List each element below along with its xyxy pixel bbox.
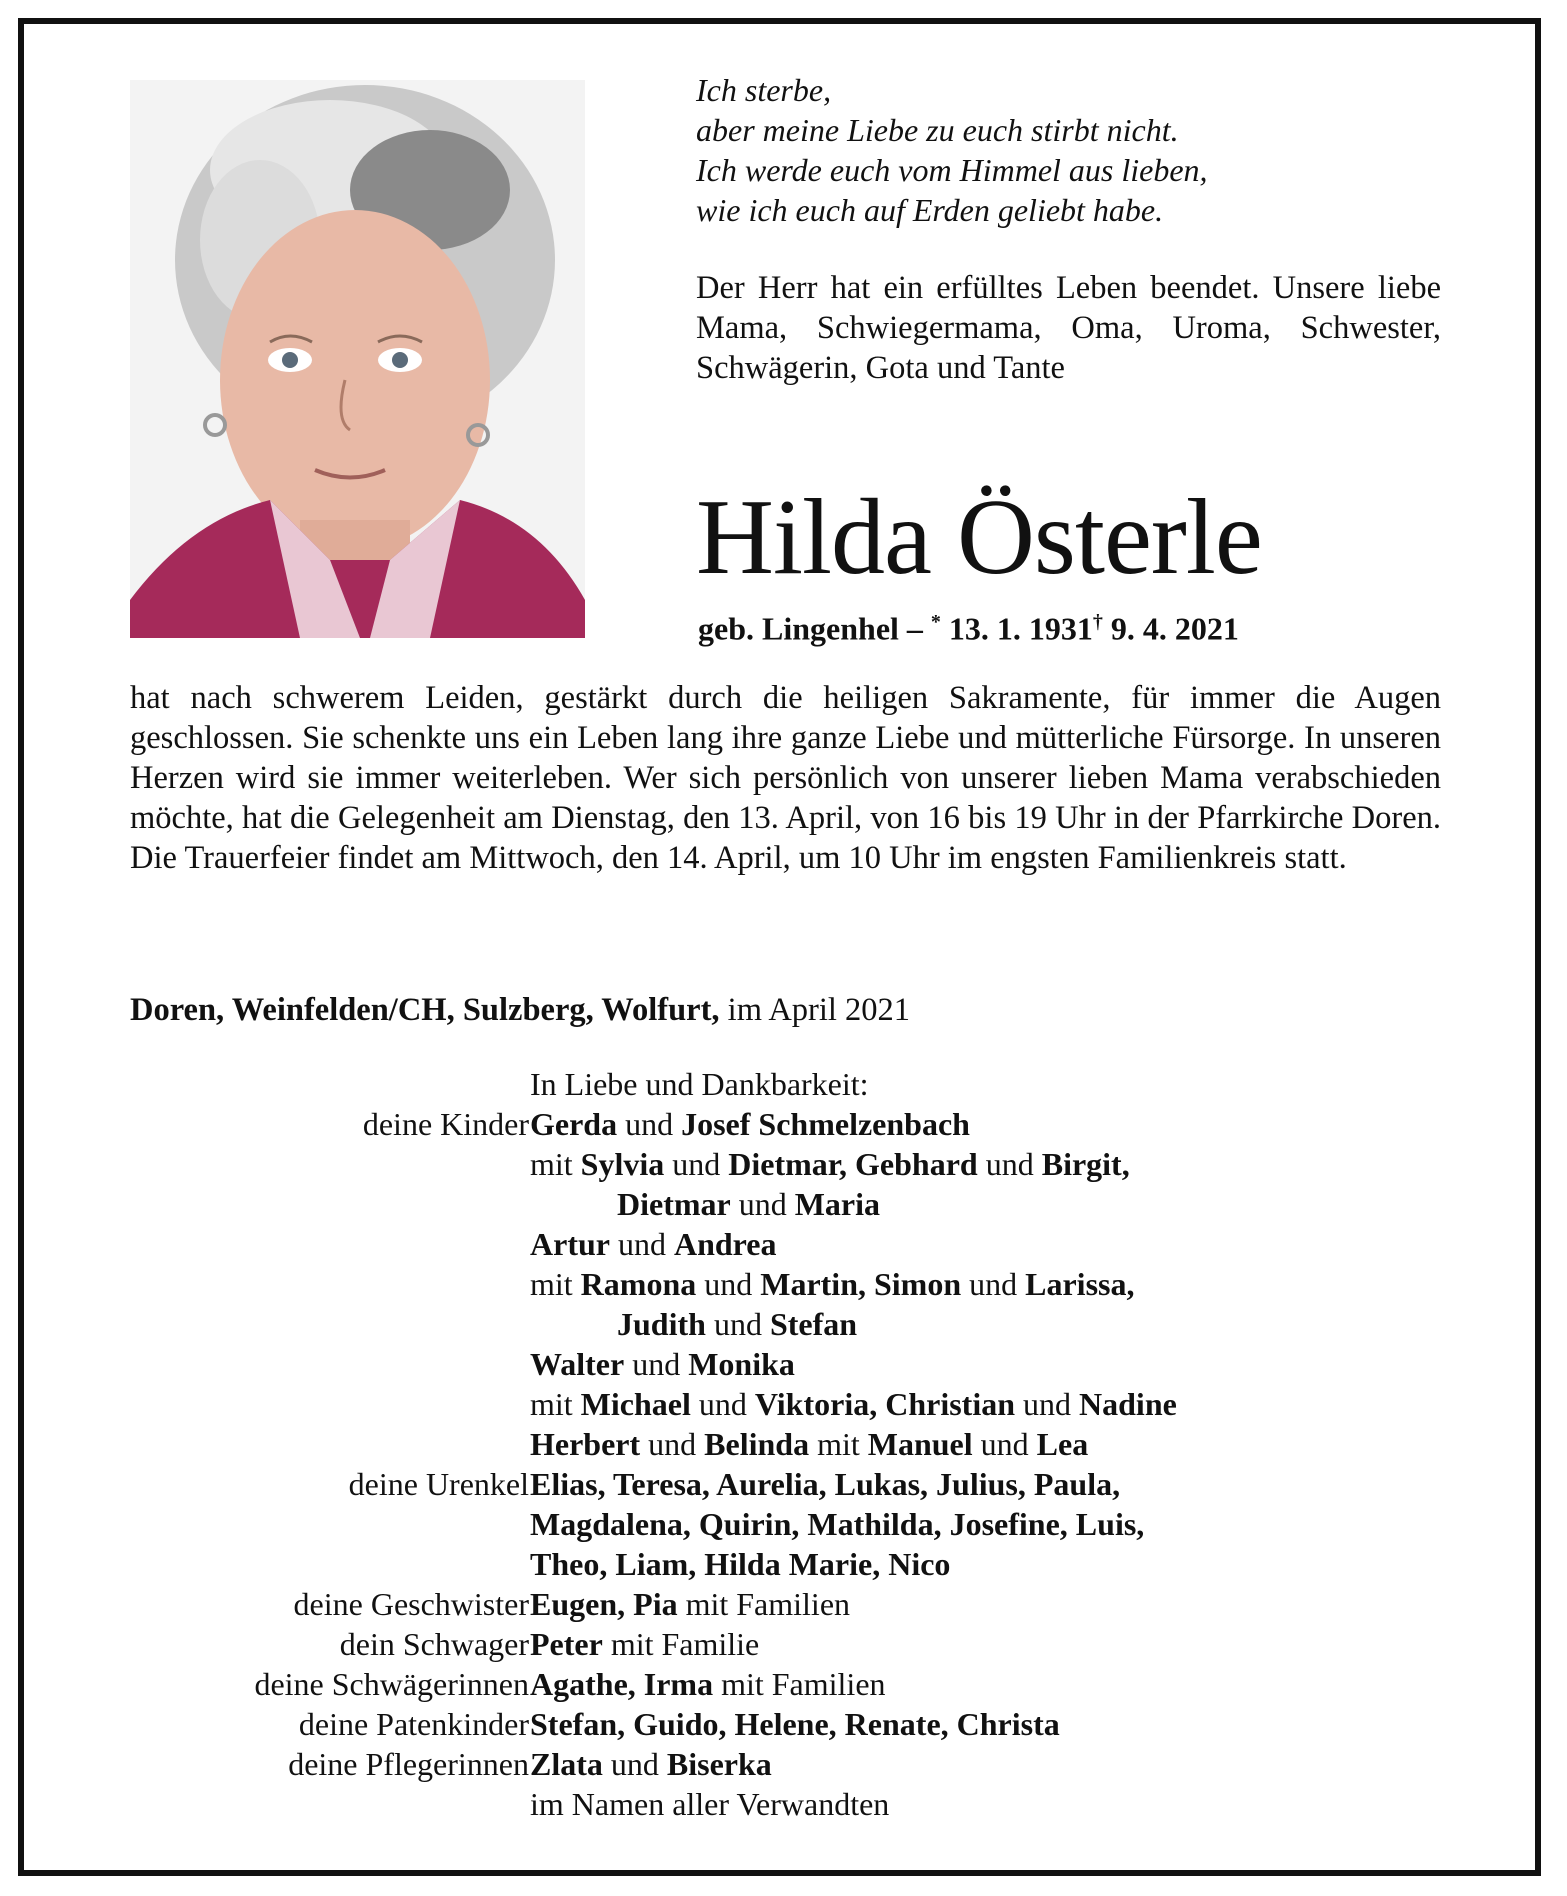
mourner-names [530, 1104, 970, 1144]
mourner-row [0, 1704, 1567, 1744]
died-symbol: † [1092, 611, 1103, 633]
mourner-row [0, 1664, 1567, 1704]
mourner-label: deine Pflegerinnen [288, 1746, 529, 1782]
deceased-name: Hilda Österle [696, 478, 1262, 597]
mourner-row [0, 1104, 1567, 1144]
mourner-name: Birgit, [1041, 1146, 1130, 1182]
poem [696, 70, 1456, 230]
mourner-names [530, 1664, 886, 1704]
body-text: hat nach schwerem Leiden, gestärkt durch die heiligen Sakramente, für immer die Augen geschlossen. Sie schenkte uns ein Leben lang ihre ganze Liebe und mütterliche Fürsorge. In unseren Herzen wird sie immer weiterleben. Wer sich persönlich von unserer lieben Mama verabschieden möchte, hat die Gelegenheit am Dienstag, den 13. April, von 16 bis 19 Uhr in der Pfarrkirche Doren. Die Trauerfeier findet am Mittwoch, den 14. April, um 10 Uhr im engsten Familienkreis statt. [130, 680, 1441, 876]
mourner-names [530, 1224, 777, 1264]
mourner-connector: mit [530, 1386, 581, 1422]
mourner-name: Sylvia [580, 1146, 665, 1182]
born-date: 13. 1. 1931 [940, 610, 1093, 647]
mourner-names [530, 1784, 889, 1824]
mourner-name: Herbert [530, 1426, 641, 1462]
mourner-connector: und [609, 1226, 674, 1262]
mourner-label: deine Kinder [362, 1106, 529, 1142]
intro-text: Der Herr hat ein erfülltes Leben beendet. Unsere liebe Mama, Schwiegermama, Oma, Uroma, Schwester, Schwägerin, Gota und Tante [696, 270, 1441, 386]
mourner-row [0, 1224, 1567, 1264]
died-date: 9. 4. 2021 [1102, 610, 1239, 647]
mourner-connector: und [972, 1426, 1037, 1462]
mourner-label: deine Schwägerinnen [254, 1666, 529, 1702]
mourner-connector: und [730, 1186, 795, 1222]
mourner-name: Lea [1036, 1426, 1089, 1462]
mourner-connector: und [602, 1746, 667, 1782]
places-date: im April 2021 [719, 992, 911, 1028]
places-towns: Doren, Weinfelden/CH, Sulzberg, Wolfurt, [130, 992, 720, 1028]
mourner-connector: und [664, 1146, 729, 1182]
mourner-row [0, 1464, 1567, 1504]
mourner-names [530, 1344, 795, 1384]
mourner-label: deine Urenkel [348, 1466, 529, 1502]
mourners-list [0, 1064, 1567, 1824]
mourner-name: Josef Schmelzenbach [681, 1106, 970, 1142]
mourner-row [0, 1184, 1567, 1224]
mourner-names [530, 1504, 1144, 1544]
mourner-row [0, 1344, 1567, 1384]
mourner-name: Stefan, Guido, Helene, Renate, Christa [530, 1706, 1060, 1742]
mourner-row [0, 1584, 1567, 1624]
mourner-connector: und [705, 1306, 770, 1342]
mourner-connector: und [961, 1266, 1026, 1302]
places-line [130, 990, 1450, 1030]
mourner-row [0, 1424, 1567, 1464]
mourner-names [617, 1304, 857, 1344]
poem-line: Ich sterbe, [696, 72, 832, 108]
mourner-name: Biserka [666, 1746, 772, 1782]
mourner-name: Andrea [673, 1226, 777, 1262]
mourner-names [617, 1184, 880, 1224]
mourner-names [530, 1544, 950, 1584]
mourner-names [530, 1264, 1134, 1304]
mourner-row [0, 1384, 1567, 1424]
mourner-name: Judith [617, 1306, 706, 1342]
mourner-name: Nadine [1079, 1386, 1177, 1422]
mourner-connector: mit Familien [677, 1586, 851, 1622]
mourner-names [530, 1584, 850, 1624]
birth-name: geb. Lingenhel – [698, 610, 931, 647]
portrait-image [130, 80, 585, 638]
mourner-name: Gerda [530, 1106, 618, 1142]
mourner-row [0, 1624, 1567, 1664]
mourner-name: Maria [794, 1186, 881, 1222]
poem-line: aber meine Liebe zu euch stirbt nicht. [696, 112, 1179, 148]
mourner-names [530, 1464, 1120, 1504]
portrait-photo [130, 80, 585, 638]
birth-death-dates [698, 602, 1458, 649]
mourner-names [530, 1424, 1088, 1464]
mourner-connector: und [1015, 1386, 1080, 1422]
mourner-row [0, 1504, 1567, 1544]
mourner-connector: und [640, 1426, 705, 1462]
mourner-connector: und [690, 1386, 755, 1422]
mourner-row [0, 1144, 1567, 1184]
mourner-name: Agathe, Irma [530, 1666, 714, 1702]
mourner-name: Martin, Simon [760, 1266, 962, 1302]
mourner-name: Larissa, [1025, 1266, 1135, 1302]
mourner-connector: mit [530, 1146, 581, 1182]
mourner-name: Zlata [530, 1746, 603, 1782]
mourner-names [530, 1704, 1060, 1744]
mourner-name: Peter [530, 1626, 603, 1662]
mourner-names [530, 1744, 772, 1784]
mourner-label: deine Geschwister [293, 1586, 529, 1622]
mourner-name: Michael [580, 1386, 691, 1422]
mourner-connector: und [617, 1106, 682, 1142]
mourner-names [530, 1384, 1177, 1424]
mourner-connector: im Namen aller Verwandten [530, 1786, 890, 1822]
mourner-name: Belinda [704, 1426, 810, 1462]
mourner-row [0, 1064, 1567, 1104]
mourner-name: Dietmar, Gebhard [728, 1146, 978, 1182]
mourner-name: Artur [530, 1226, 610, 1262]
mourner-row [0, 1304, 1567, 1344]
mourner-row [0, 1544, 1567, 1584]
mourner-name: Manuel [867, 1426, 973, 1462]
mourner-connector: und [696, 1266, 761, 1302]
mourner-names [530, 1624, 759, 1664]
mourner-connector: und [977, 1146, 1042, 1182]
mourner-connector: und [624, 1346, 689, 1382]
mourner-connector: mit [530, 1266, 581, 1302]
mourner-label: dein Schwager [339, 1626, 529, 1662]
mourner-row [0, 1784, 1567, 1824]
mourner-names [530, 1144, 1130, 1184]
born-symbol: * [930, 611, 941, 633]
mourner-name: Elias, Teresa, Aurelia, Lukas, Julius, Paula, [530, 1466, 1121, 1502]
mourner-name: Theo, Liam, Hilda Marie, Nico [530, 1546, 951, 1582]
mourner-connector: mit Familien [713, 1666, 886, 1702]
mourner-name: Ramona [580, 1266, 697, 1302]
mourner-label: deine Patenkinder [298, 1706, 529, 1742]
mourner-name: Magdalena, Quirin, Mathilda, Josefine, Luis, [530, 1506, 1145, 1542]
mourner-name: Stefan [769, 1306, 858, 1342]
mourner-connector: mit Familie [602, 1626, 760, 1662]
mourner-name: Walter [530, 1346, 625, 1382]
mourner-name: Viktoria, Christian [754, 1386, 1016, 1422]
mourner-row [0, 1264, 1567, 1304]
mourner-name: Monika [688, 1346, 795, 1382]
mourner-names [530, 1064, 869, 1104]
poem-line: wie ich euch auf Erden geliebt habe. [696, 192, 1164, 228]
mourner-connector: In Liebe und Dankbarkeit: [530, 1066, 869, 1102]
mourner-name: Eugen, Pia [530, 1586, 678, 1622]
mourner-connector: mit [809, 1426, 868, 1462]
poem-line: Ich werde euch vom Himmel aus lieben, [696, 152, 1208, 188]
mourner-row [0, 1744, 1567, 1784]
mourner-name: Dietmar [617, 1186, 731, 1222]
